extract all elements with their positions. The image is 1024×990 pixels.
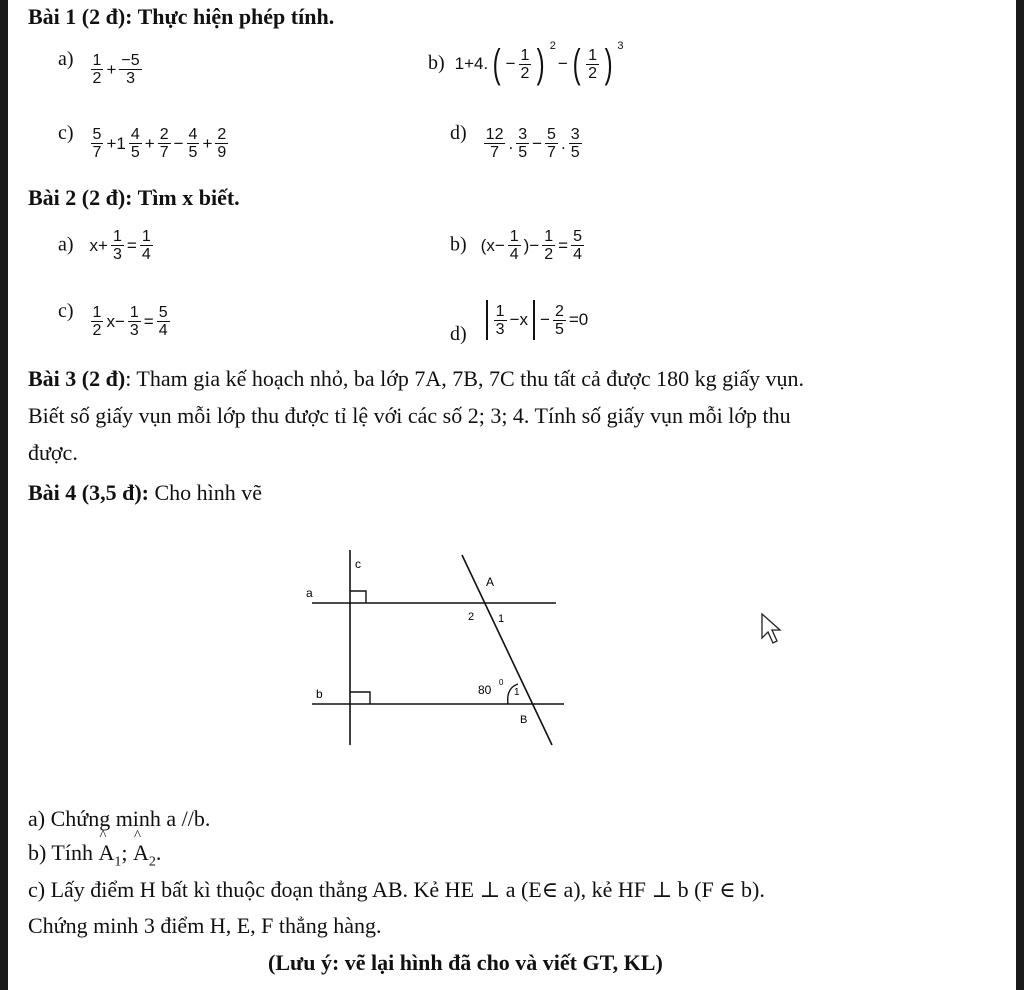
right-angle-a <box>350 591 366 603</box>
bai2-b: b) (x− $\frac{1}{4}$ )− $\frac{1}{2}$ = $\frac{5}{4}$ <box>450 228 583 263</box>
bai4-qc-line1: c) Lấy điểm H bất kì thuộc đoạn thẳng AB. Kẻ HE ⊥ a (E∈ a), kẻ HF ⊥ b (F ∈ b). <box>28 877 765 902</box>
label-angle-1-top: 1 <box>498 613 505 625</box>
bai1-a: a) $\frac{1}{2}$ + $\frac{-5}{3}$ <box>58 48 140 87</box>
bai1-c: c) $\frac{5}{7}$ +1 $\frac{4}{5}$ + $\frac{2}{7}$ − $\frac{4}{5}$ + $\frac{2}{9}$ <box>58 122 227 161</box>
label-angle-1-bot: 1 <box>514 687 520 698</box>
bai4-note: (Lưu ý: vẽ lại hình đã cho và viết GT, KL) <box>268 950 663 975</box>
left-frame <box>0 0 8 990</box>
label-angle-2: 2 <box>468 611 475 623</box>
bai3-line1: Bài 3 (2 đ): Tham gia kế hoạch nhỏ, ba lớp 7A, 7B, 7C thu tất cả được 180 kg giấy vụn. <box>28 366 804 391</box>
line-ab <box>462 555 552 745</box>
bai2-a: a) x+ $\frac{1}{3}$ = $\frac{1}{4}$ <box>58 228 151 263</box>
label-A: A <box>486 575 495 589</box>
label-B: B <box>520 714 528 726</box>
label-80: 80 <box>478 683 492 697</box>
bai2-title: Bài 2 (2 đ): Tìm x biết. <box>28 185 240 210</box>
label-a: a <box>306 586 313 600</box>
geometry-diagram <box>300 540 580 750</box>
bai1-b: b) 1+4. ( − $\frac{1}{2}$ ) 2 − ( $\frac{1}{2}$ ) 3 <box>428 40 624 86</box>
bai2-d: d) $\frac{1}{3}$ −x − $\frac{2}{5}$ =0 <box>450 300 588 346</box>
bai1-d: d) $\frac{12}{7}$ . $\frac{3}{5}$ − $\frac{5}{7}$ . $\frac{3}{5}$ <box>450 122 580 161</box>
right-frame <box>1016 0 1024 990</box>
bai4-qb: b) Tính ^ $A_1$; ^ $A_2$. <box>28 840 161 870</box>
bai1-title: Bài 1 (2 đ): Thực hiện phép tính. <box>28 4 335 29</box>
bai4-title: Bài 4 (3,5 đ): Cho hình vẽ <box>28 480 263 505</box>
label-b: b <box>316 687 323 701</box>
bai4-qc-line2: Chứng minh 3 điểm H, E, F thẳng hàng. <box>28 913 382 938</box>
bai2-c: c) $\frac{1}{2}$ x− $\frac{1}{3}$ = $\frac{5}{4}$ <box>58 300 168 339</box>
mouse-pointer-icon <box>760 612 784 646</box>
right-angle-b <box>350 692 370 704</box>
bai4-qa: a) Chứng minh a //b. <box>28 806 211 831</box>
label-degree: 0 <box>499 678 504 687</box>
bai3-line3: được. <box>28 440 78 465</box>
label-c: c <box>355 557 361 571</box>
bai3-line2: Biết số giấy vụn mỗi lớp thu được tỉ lệ với các số 2; 3; 4. Tính số giấy vụn mỗi lớp thu <box>28 403 791 428</box>
